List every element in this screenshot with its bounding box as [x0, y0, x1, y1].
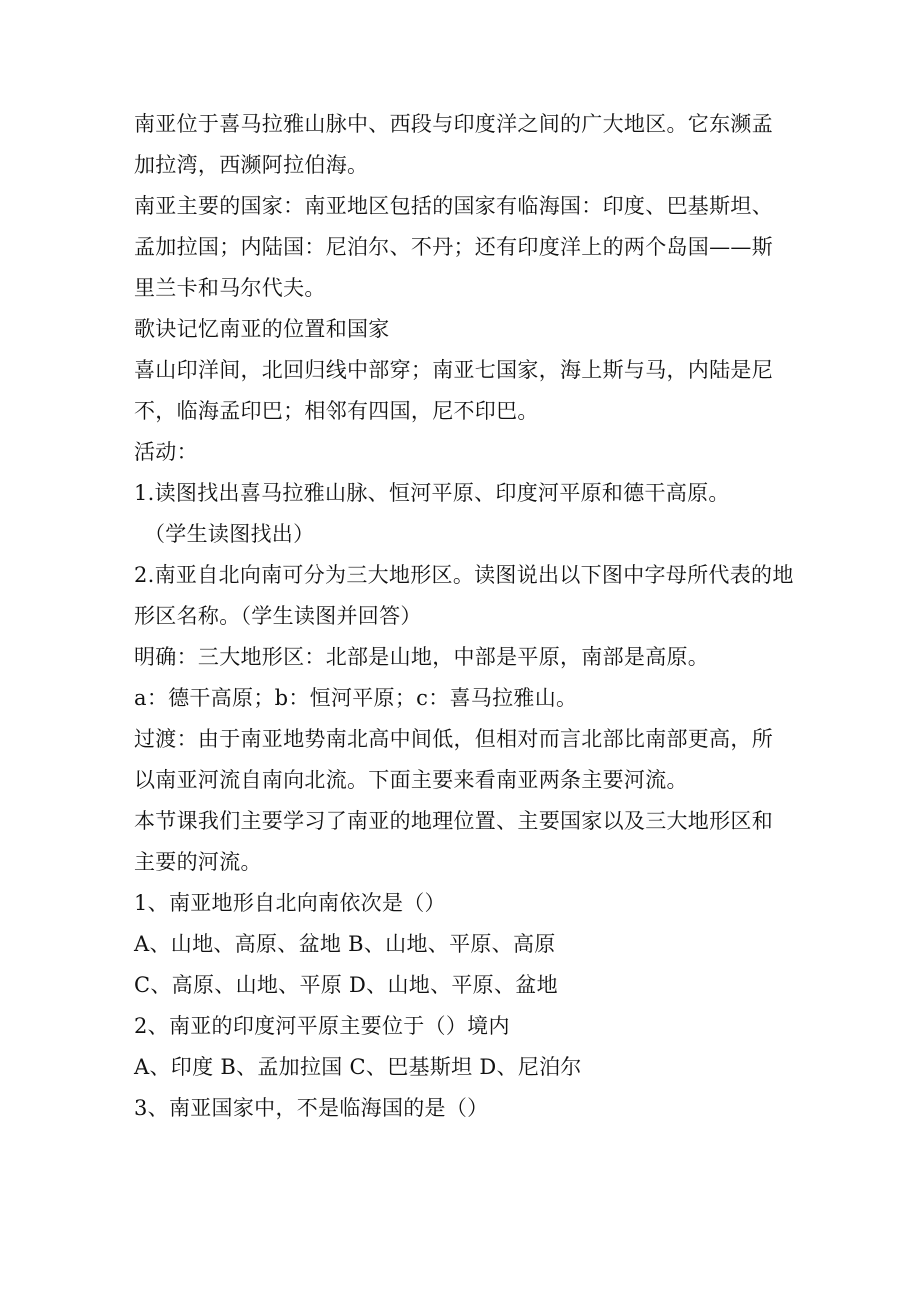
paragraph-mnemonic: 喜山印洋间，北回归线中部穿；南亚七国家，海上斯与马，内陆是尼不，临海孟印巴；相邻有四国，尼不印巴。 — [134, 358, 773, 423]
paragraph-countries: 南亚主要的国家：南亚地区包括的国家有临海国：印度、巴基斯坦、孟加拉国；内陆国：尼泊尔、不丹；还有印度洋上的两个岛国——斯里兰卡和马尔代夫。 — [134, 194, 773, 300]
paragraph-summary: 本节课我们主要学习了南亚的地理位置、主要国家以及三大地形区和主要的河流。 — [134, 809, 773, 874]
question-2-options: A、印度 B、孟加拉国 C、巴基斯坦 D、尼泊尔 — [134, 1055, 582, 1079]
question-1-options-cd: C、高原、山地、平原 D、山地、平原、盆地 — [134, 973, 558, 997]
paragraph-transition: 过渡：由于南亚地势南北高中间低，但相对而言北部比南部更高，所以南亚河流自南向北流。下面主要来看南亚两条主要河流。 — [134, 727, 773, 792]
question-2: 2、南亚的印度河平原主要位于（）境内 — [134, 1014, 510, 1038]
question-1: 1、南亚地形自北向南依次是（） — [134, 891, 446, 915]
paragraph-activity-1: 1.读图找出喜马拉雅山脉、恒河平原、印度河平原和德干高原。 — [134, 481, 730, 505]
document-body — [134, 104, 794, 1129]
paragraph-activity-2: 2.南亚自北向南可分为三大地形区。读图说出以下图中字母所代表的地形区名称。（学生读图并回答） — [134, 563, 794, 628]
paragraph-location: 南亚位于喜马拉雅山脉中、西段与印度洋之间的广大地区。它东濒孟加拉湾，西濒阿拉伯海。 — [134, 112, 773, 177]
paragraph-answers: a：德干高原；b：恒河平原；c：喜马拉雅山。 — [134, 686, 578, 710]
paragraph-mnemonic-title: 歌诀记忆南亚的位置和国家 — [134, 317, 390, 341]
question-1-options-ab: A、山地、高原、盆地 B、山地、平原、高原 — [134, 932, 556, 956]
question-3: 3、南亚国家中，不是临海国的是（） — [134, 1096, 489, 1120]
paragraph-activity-1-note: （学生读图找出） — [144, 522, 315, 546]
paragraph-activity-heading: 活动： — [134, 440, 198, 464]
paragraph-clarify: 明确：三大地形区：北部是山地，中部是平原，南部是高原。 — [134, 645, 710, 669]
